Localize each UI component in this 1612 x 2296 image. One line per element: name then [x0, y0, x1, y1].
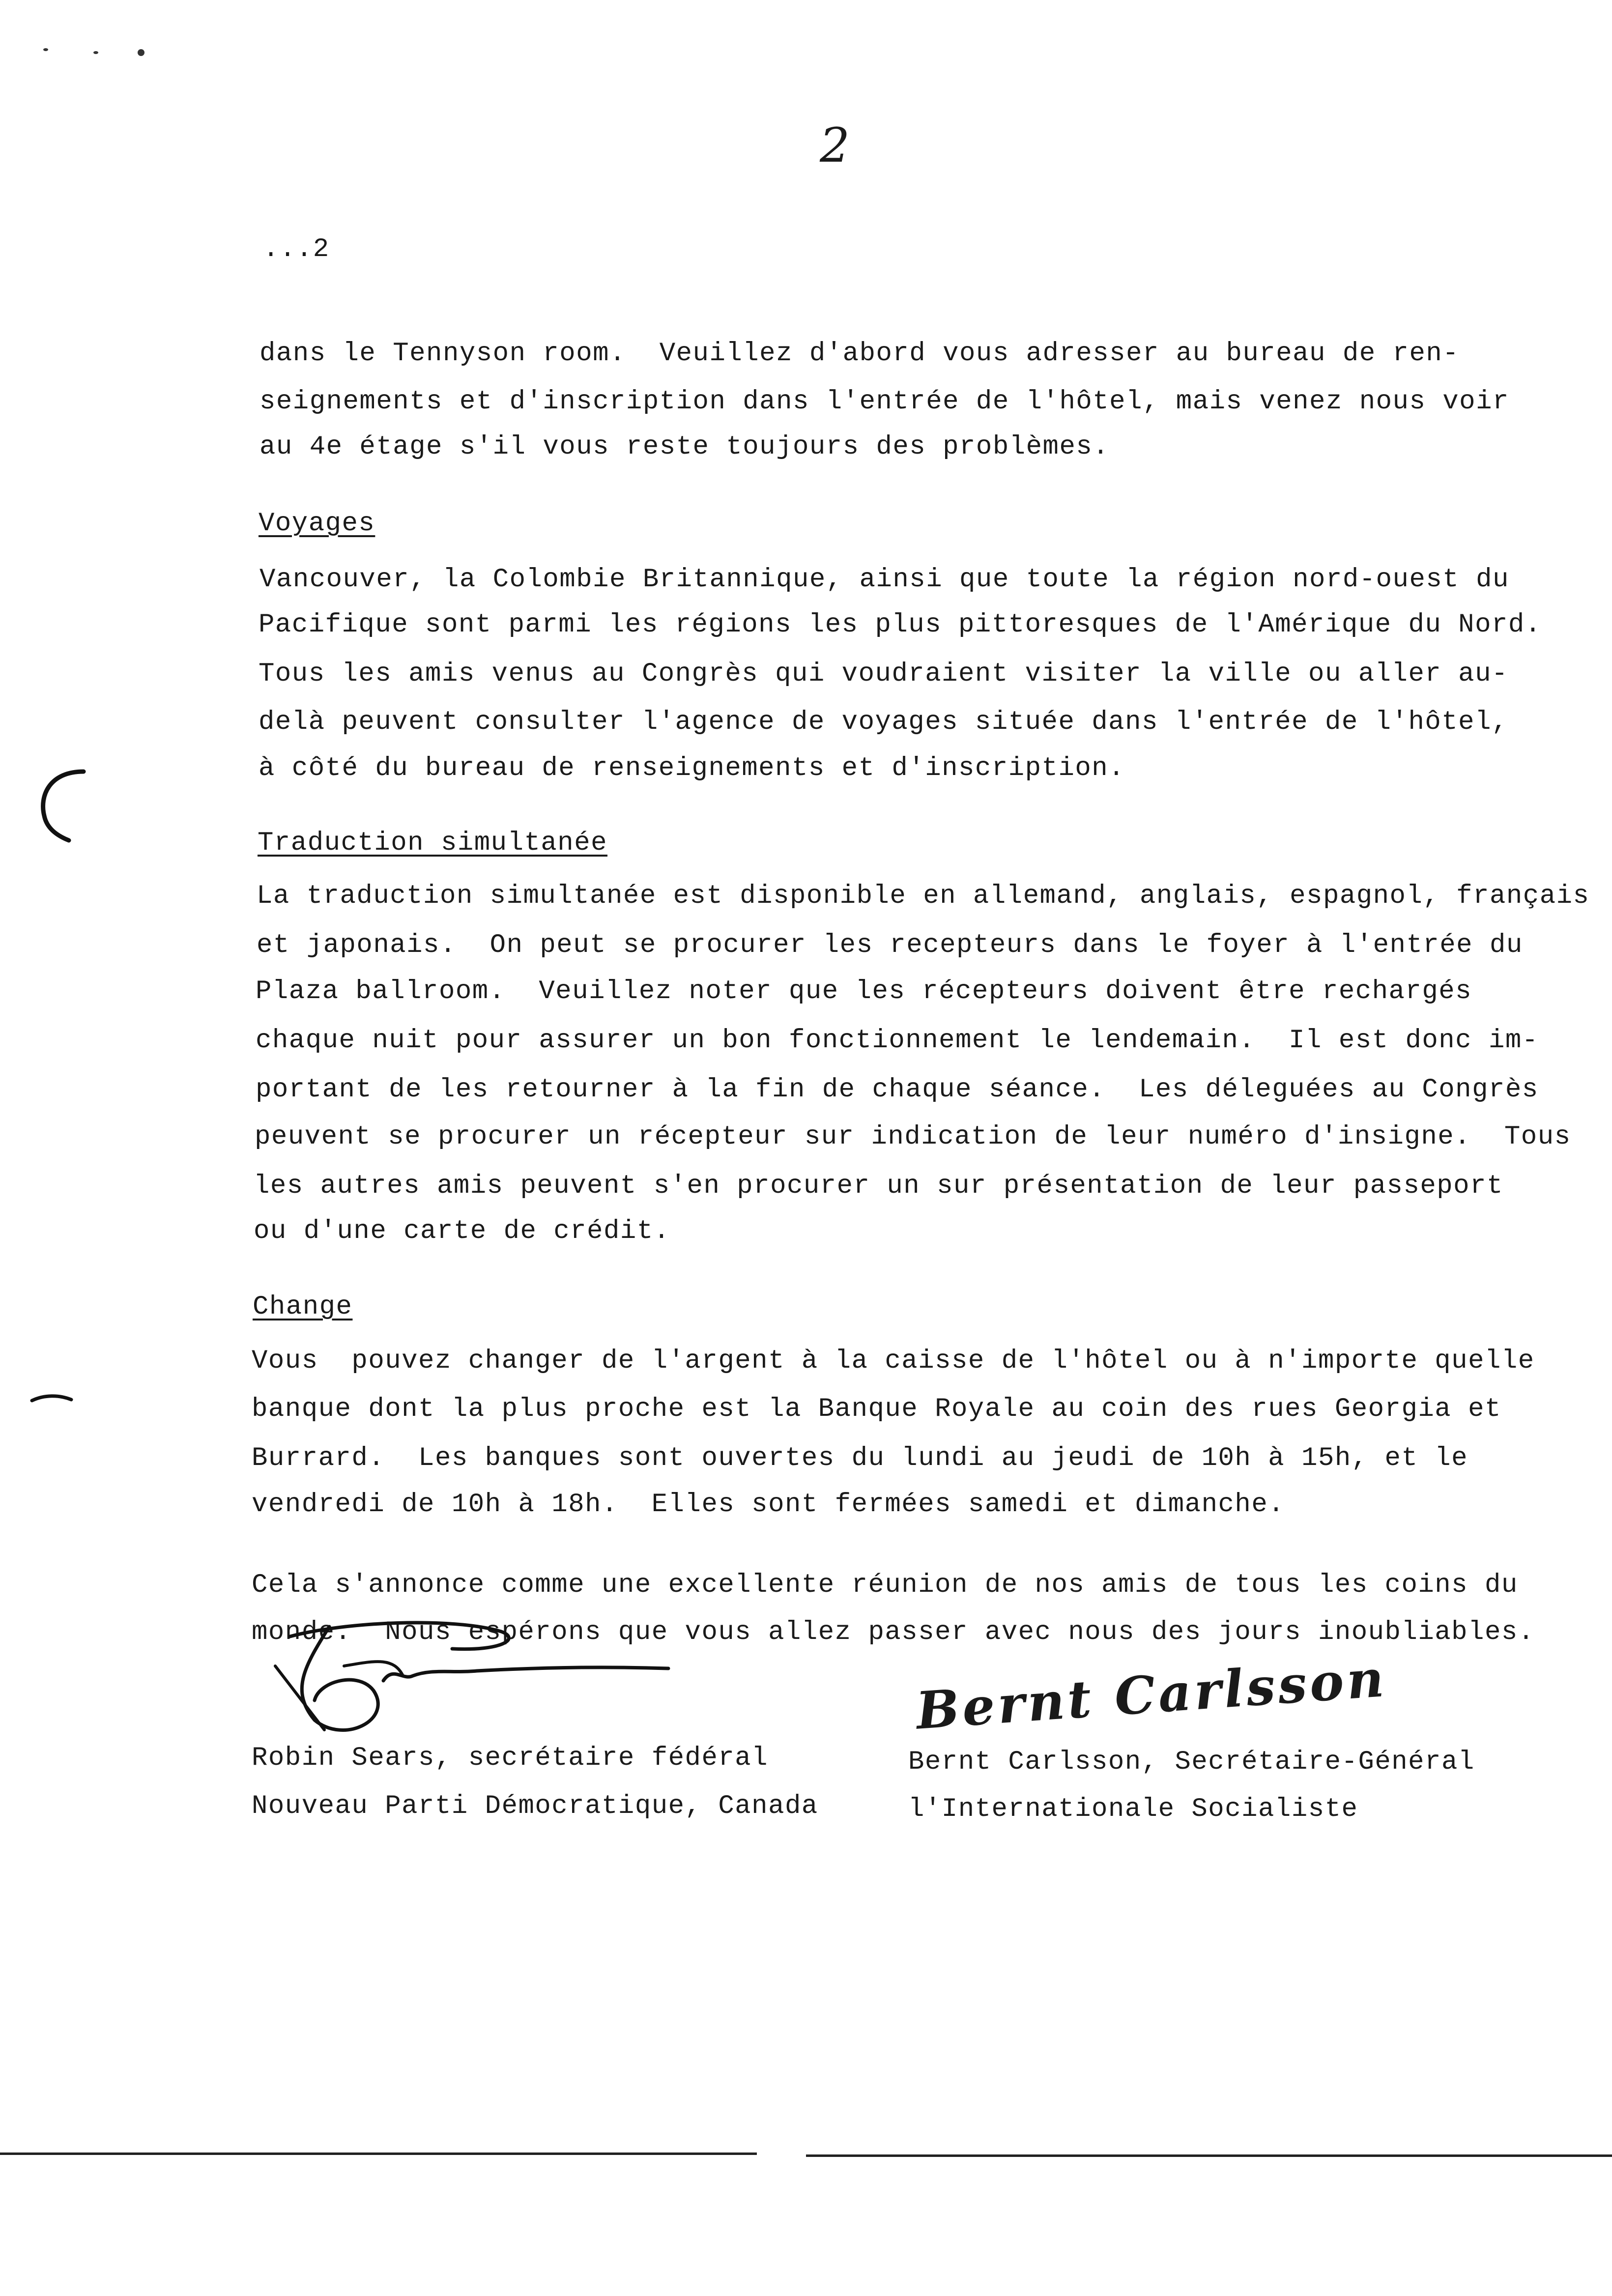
traduction-line: les autres amis peuvent s'en procurer un sur présentation de leur passeport — [254, 1171, 1503, 1201]
margin-mark — [29, 1391, 74, 1406]
traduction-line: ou d'une carte de crédit. — [254, 1216, 670, 1246]
bottom-rule — [806, 2154, 1612, 2157]
signature-robin-sears — [246, 1607, 688, 1754]
margin-mark — [29, 767, 88, 845]
intro-line: dans le Tennyson room. Veuillez d'abord vous adresser au bureau de ren- — [259, 339, 1460, 369]
signatory-org: l'Internationale Socialiste — [908, 1794, 1358, 1824]
intro-line: au 4e étage s'il vous reste toujours des problèmes. — [259, 432, 1110, 462]
scan-speck — [43, 48, 48, 51]
scan-speck — [93, 51, 98, 54]
section-heading-traduction: Traduction simultanée — [258, 828, 608, 858]
signatory-name: Bernt Carlsson, Secrétaire-Général — [908, 1747, 1475, 1777]
traduction-line: et japonais. On peut se procurer les recepteurs dans le foyer à l'entrée du — [257, 930, 1523, 960]
signatory-name: Robin Sears, secrétaire fédéral — [252, 1743, 769, 1773]
traduction-line: La traduction simultanée est disponible en allemand, anglais, espagnol, français — [257, 881, 1590, 911]
closing-line: Cela s'annonce comme une excellente réunion de nos amis de tous les coins du — [252, 1570, 1518, 1600]
signatory-org: Nouveau Parti Démocratique, Canada — [252, 1791, 818, 1821]
traduction-line: chaque nuit pour assurer un bon fonctionnement le lendemain. Il est donc im- — [256, 1026, 1539, 1056]
bottom-rule — [0, 2152, 757, 2155]
change-line: banque dont la plus proche est la Banque Royale au coin des rues Georgia et — [252, 1394, 1501, 1424]
change-line: Vous pouvez changer de l'argent à la caisse de l'hôtel ou à n'importe quelle — [252, 1346, 1535, 1376]
continuation-marker: ...2 — [263, 234, 330, 264]
closing-line: monde. Nous espérons que vous allez passer avec nous des jours inoubliables. — [252, 1617, 1535, 1647]
change-line: Burrard. Les banques sont ouvertes du lundi au jeudi de 10h à 15h, et le — [252, 1443, 1468, 1473]
intro-line: seignements et d'inscription dans l'entrée de l'hôtel, mais venez nous voir — [259, 387, 1509, 417]
signature-bernt-carlsson: Bernt Carlsson — [914, 1648, 1389, 1741]
voyages-line: Tous les amis venus au Congrès qui voudraient visiter la ville ou aller au- — [259, 659, 1508, 689]
scan-speck — [138, 49, 144, 56]
traduction-line: peuvent se procurer un récepteur sur indication de leur numéro d'insigne. Tous — [255, 1122, 1571, 1152]
traduction-line: Plaza ballroom. Veuillez noter que les récepteurs doivent être rechargés — [256, 976, 1472, 1006]
voyages-line: delà peuvent consulter l'agence de voyages située dans l'entrée de l'hôtel, — [259, 707, 1508, 737]
voyages-line: à côté du bureau de renseignements et d'inscription. — [259, 753, 1125, 783]
voyages-line: Vancouver, la Colombie Britannique, ainsi que toute la région nord-ouest du — [259, 565, 1509, 595]
section-heading-change: Change — [253, 1292, 353, 1322]
change-line: vendredi de 10h à 18h. Elles sont fermées samedi et dimanche. — [252, 1490, 1285, 1520]
page-number: 2 — [820, 118, 850, 173]
traduction-line: portant de les retourner à la fin de chaque séance. Les déleguées au Congrès — [256, 1075, 1539, 1105]
voyages-line: Pacifique sont parmi les régions les plus pittoresques de l'Amérique du Nord. — [259, 610, 1542, 640]
section-heading-voyages: Voyages — [259, 509, 375, 539]
